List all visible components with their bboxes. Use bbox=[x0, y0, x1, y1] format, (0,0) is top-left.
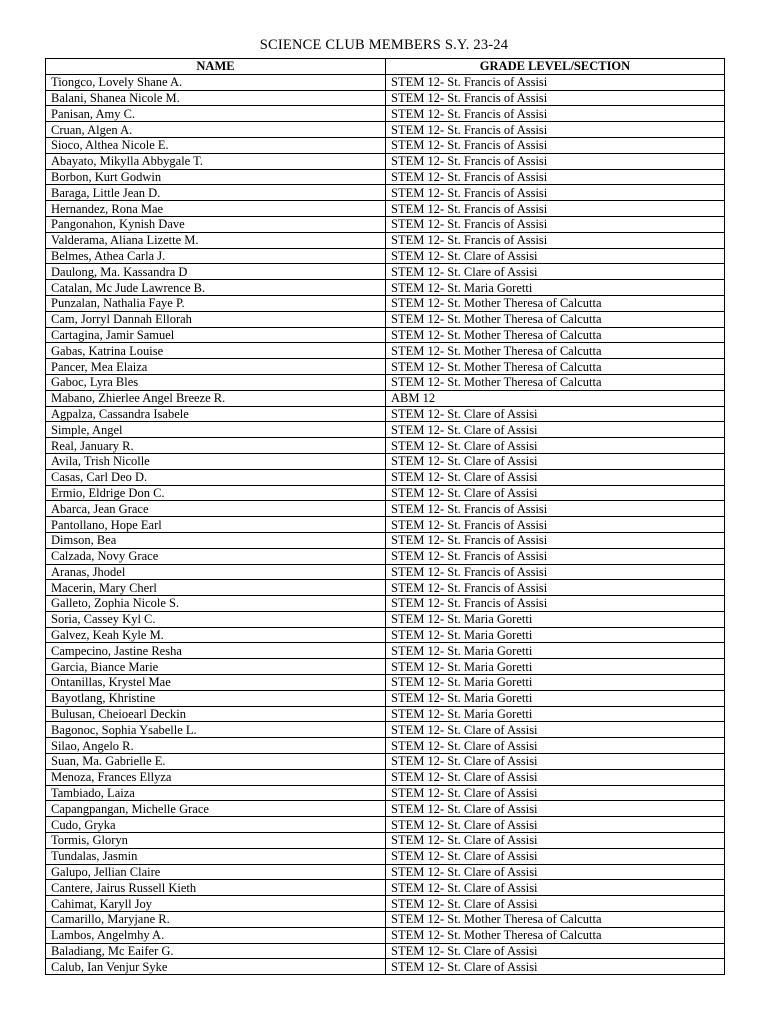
member-name-cell: Catalan, Mc Jude Lawrence B. bbox=[46, 280, 386, 296]
member-section-cell: ABM 12 bbox=[386, 390, 725, 406]
table-row bbox=[46, 706, 725, 722]
member-name-cell: Ermio, Eldrige Don C. bbox=[46, 485, 386, 501]
table-row bbox=[46, 785, 725, 801]
table-body bbox=[46, 74, 725, 974]
table-row bbox=[46, 896, 725, 912]
member-section-cell: STEM 12- St. Francis of Assisi bbox=[386, 548, 725, 564]
member-section-cell: STEM 12- St. Maria Goretti bbox=[386, 659, 725, 675]
table-row bbox=[46, 517, 725, 533]
table-row bbox=[46, 596, 725, 612]
table-row bbox=[46, 485, 725, 501]
member-name-cell: Cantere, Jairus Russell Kieth bbox=[46, 880, 386, 896]
member-section-cell: STEM 12- St. Maria Goretti bbox=[386, 706, 725, 722]
member-name-cell: Soria, Cassey Kyl C. bbox=[46, 611, 386, 627]
member-section-cell: STEM 12- St. Francis of Assisi bbox=[386, 74, 725, 90]
member-section-cell: STEM 12- St. Clare of Assisi bbox=[386, 264, 725, 280]
member-section-cell: STEM 12- St. Clare of Assisi bbox=[386, 406, 725, 422]
member-name-cell: Panisan, Amy C. bbox=[46, 106, 386, 122]
member-section-cell: STEM 12- St. Maria Goretti bbox=[386, 643, 725, 659]
member-name-cell: Tundalas, Jasmin bbox=[46, 848, 386, 864]
table-row bbox=[46, 137, 725, 153]
member-section-cell: STEM 12- St. Francis of Assisi bbox=[386, 517, 725, 533]
member-section-cell: STEM 12- St. Clare of Assisi bbox=[386, 864, 725, 880]
member-name-cell: Gaboc, Lyra Bles bbox=[46, 374, 386, 390]
member-section-cell: STEM 12- St. Francis of Assisi bbox=[386, 596, 725, 612]
table-row bbox=[46, 722, 725, 738]
table-row bbox=[46, 738, 725, 754]
table-row bbox=[46, 453, 725, 469]
member-name-cell: Punzalan, Nathalia Faye P. bbox=[46, 295, 386, 311]
member-name-cell: Pancer, Mea Elaiza bbox=[46, 359, 386, 375]
member-name-cell: Dimson, Bea bbox=[46, 532, 386, 548]
member-section-cell: STEM 12- St. Maria Goretti bbox=[386, 690, 725, 706]
member-name-cell: Balani, Shanea Nicole M. bbox=[46, 90, 386, 106]
table-row bbox=[46, 469, 725, 485]
member-name-cell: Galvez, Keah Kyle M. bbox=[46, 627, 386, 643]
member-name-cell: Suan, Ma. Gabrielle E. bbox=[46, 754, 386, 770]
member-name-cell: Macerin, Mary Cherl bbox=[46, 580, 386, 596]
table-row bbox=[46, 280, 725, 296]
member-section-cell: STEM 12- St. Mother Theresa of Calcutta bbox=[386, 359, 725, 375]
table-row bbox=[46, 864, 725, 880]
member-section-cell: STEM 12- St. Francis of Assisi bbox=[386, 501, 725, 517]
table-row bbox=[46, 912, 725, 928]
table-row bbox=[46, 532, 725, 548]
member-section-cell: STEM 12- St. Mother Theresa of Calcutta bbox=[386, 374, 725, 390]
member-section-cell: STEM 12- St. Francis of Assisi bbox=[386, 137, 725, 153]
table-row bbox=[46, 264, 725, 280]
member-section-cell: STEM 12- St. Mother Theresa of Calcutta bbox=[386, 912, 725, 928]
table-row bbox=[46, 659, 725, 675]
table-row bbox=[46, 754, 725, 770]
member-section-cell: STEM 12- St. Clare of Assisi bbox=[386, 896, 725, 912]
table-row bbox=[46, 690, 725, 706]
member-name-cell: Baladiang, Mc Eaifer G. bbox=[46, 943, 386, 959]
member-name-cell: Calzada, Novy Grace bbox=[46, 548, 386, 564]
member-name-cell: Agpalza, Cassandra Isabele bbox=[46, 406, 386, 422]
member-section-cell: STEM 12- St. Clare of Assisi bbox=[386, 848, 725, 864]
member-section-cell: STEM 12- St. Clare of Assisi bbox=[386, 801, 725, 817]
table-row bbox=[46, 611, 725, 627]
table-row bbox=[46, 359, 725, 375]
table-row bbox=[46, 943, 725, 959]
members-table bbox=[45, 58, 725, 975]
member-section-cell: STEM 12- St. Mother Theresa of Calcutta bbox=[386, 295, 725, 311]
table-row bbox=[46, 564, 725, 580]
member-section-cell: STEM 12- St. Francis of Assisi bbox=[386, 216, 725, 232]
member-section-cell: STEM 12- St. Mother Theresa of Calcutta bbox=[386, 927, 725, 943]
member-name-cell: Capangpangan, Michelle Grace bbox=[46, 801, 386, 817]
table-row bbox=[46, 90, 725, 106]
member-name-cell: Camarillo, Maryjane R. bbox=[46, 912, 386, 928]
table-row bbox=[46, 580, 725, 596]
member-section-cell: STEM 12- St. Mother Theresa of Calcutta bbox=[386, 327, 725, 343]
member-section-cell: STEM 12- St. Clare of Assisi bbox=[386, 943, 725, 959]
member-section-cell: STEM 12- St. Clare of Assisi bbox=[386, 422, 725, 438]
member-section-cell: STEM 12- St. Maria Goretti bbox=[386, 280, 725, 296]
table-row bbox=[46, 769, 725, 785]
member-name-cell: Pangonahon, Kynish Dave bbox=[46, 216, 386, 232]
member-name-cell: Sioco, Althea Nicole E. bbox=[46, 137, 386, 153]
table-row bbox=[46, 169, 725, 185]
member-name-cell: Cahimat, Karyll Joy bbox=[46, 896, 386, 912]
member-section-cell: STEM 12- St. Clare of Assisi bbox=[386, 738, 725, 754]
table-row bbox=[46, 232, 725, 248]
member-name-cell: Lambos, Angelmhy A. bbox=[46, 927, 386, 943]
member-name-cell: Abarca, Jean Grace bbox=[46, 501, 386, 517]
member-section-cell: STEM 12- St. Francis of Assisi bbox=[386, 106, 725, 122]
member-name-cell: Baraga, Little Jean D. bbox=[46, 185, 386, 201]
member-name-cell: Cruan, Algen A. bbox=[46, 122, 386, 138]
member-name-cell: Borbon, Kurt Godwin bbox=[46, 169, 386, 185]
member-section-cell: STEM 12- St. Clare of Assisi bbox=[386, 754, 725, 770]
member-name-cell: Cam, Jorryl Dannah Ellorah bbox=[46, 311, 386, 327]
table-row bbox=[46, 122, 725, 138]
member-section-cell: STEM 12- St. Clare of Assisi bbox=[386, 438, 725, 454]
column-header-name: NAME bbox=[46, 59, 386, 75]
member-name-cell: Galupo, Jellian Claire bbox=[46, 864, 386, 880]
member-name-cell: Abayato, Mikylla Abbygale T. bbox=[46, 153, 386, 169]
member-section-cell: STEM 12- St. Maria Goretti bbox=[386, 675, 725, 691]
member-name-cell: Bayotlang, Khristine bbox=[46, 690, 386, 706]
member-name-cell: Tormis, Gloryn bbox=[46, 833, 386, 849]
member-name-cell: Mabano, Zhierlee Angel Breeze R. bbox=[46, 390, 386, 406]
member-section-cell: STEM 12- St. Clare of Assisi bbox=[386, 248, 725, 264]
table-row bbox=[46, 801, 725, 817]
member-section-cell: STEM 12- St. Francis of Assisi bbox=[386, 169, 725, 185]
member-section-cell: STEM 12- St. Clare of Assisi bbox=[386, 469, 725, 485]
member-name-cell: Galleto, Zophia Nicole S. bbox=[46, 596, 386, 612]
table-row bbox=[46, 74, 725, 90]
member-name-cell: Avila, Trish Nicolle bbox=[46, 453, 386, 469]
table-row bbox=[46, 374, 725, 390]
table-row bbox=[46, 343, 725, 359]
table-row bbox=[46, 501, 725, 517]
member-section-cell: STEM 12- St. Maria Goretti bbox=[386, 611, 725, 627]
table-row bbox=[46, 406, 725, 422]
member-name-cell: Bagonoc, Sophia Ysabelle L. bbox=[46, 722, 386, 738]
member-section-cell: STEM 12- St. Francis of Assisi bbox=[386, 232, 725, 248]
table-row bbox=[46, 817, 725, 833]
table-header-row bbox=[46, 59, 725, 75]
member-name-cell: Daulong, Ma. Kassandra D bbox=[46, 264, 386, 280]
member-section-cell: STEM 12- St. Francis of Assisi bbox=[386, 90, 725, 106]
member-section-cell: STEM 12- St. Mother Theresa of Calcutta bbox=[386, 343, 725, 359]
member-name-cell: Casas, Carl Deo D. bbox=[46, 469, 386, 485]
member-section-cell: STEM 12- St. Francis of Assisi bbox=[386, 532, 725, 548]
member-section-cell: STEM 12- St. Clare of Assisi bbox=[386, 453, 725, 469]
table-row bbox=[46, 627, 725, 643]
table-row bbox=[46, 153, 725, 169]
table-row bbox=[46, 927, 725, 943]
member-section-cell: STEM 12- St. Clare of Assisi bbox=[386, 769, 725, 785]
member-section-cell: STEM 12- St. Clare of Assisi bbox=[386, 880, 725, 896]
member-section-cell: STEM 12- St. Clare of Assisi bbox=[386, 722, 725, 738]
table-row bbox=[46, 833, 725, 849]
table-row bbox=[46, 675, 725, 691]
member-name-cell: Calub, Ian Venjur Syke bbox=[46, 959, 386, 975]
table-row bbox=[46, 422, 725, 438]
column-header-grade-level-section: GRADE LEVEL/SECTION bbox=[386, 59, 725, 75]
member-name-cell: Gabas, Katrina Louise bbox=[46, 343, 386, 359]
table-row bbox=[46, 643, 725, 659]
member-name-cell: Pantollano, Hope Earl bbox=[46, 517, 386, 533]
table-row bbox=[46, 880, 725, 896]
table-row bbox=[46, 959, 725, 975]
member-name-cell: Tiongco, Lovely Shane A. bbox=[46, 74, 386, 90]
member-name-cell: Hernandez, Rona Mae bbox=[46, 201, 386, 217]
member-section-cell: STEM 12- St. Francis of Assisi bbox=[386, 564, 725, 580]
member-name-cell: Cartagina, Jamir Samuel bbox=[46, 327, 386, 343]
table-row bbox=[46, 327, 725, 343]
member-name-cell: Belmes, Athea Carla J. bbox=[46, 248, 386, 264]
member-section-cell: STEM 12- St. Clare of Assisi bbox=[386, 833, 725, 849]
table-row bbox=[46, 848, 725, 864]
member-section-cell: STEM 12- St. Francis of Assisi bbox=[386, 153, 725, 169]
page-title: SCIENCE CLUB MEMBERS S.Y. 23-24 bbox=[259, 37, 509, 53]
member-name-cell: Bulusan, Cheioearl Deckin bbox=[46, 706, 386, 722]
member-section-cell: STEM 12- St. Clare of Assisi bbox=[386, 959, 725, 975]
member-name-cell: Ontanillas, Krystel Mae bbox=[46, 675, 386, 691]
member-name-cell: Silao, Angelo R. bbox=[46, 738, 386, 754]
member-name-cell: Campecino, Jastine Resha bbox=[46, 643, 386, 659]
table-row bbox=[46, 201, 725, 217]
table-row bbox=[46, 216, 725, 232]
table-row bbox=[46, 438, 725, 454]
table-row bbox=[46, 390, 725, 406]
member-section-cell: STEM 12- St. Clare of Assisi bbox=[386, 785, 725, 801]
member-name-cell: Cudo, Gryka bbox=[46, 817, 386, 833]
table-row bbox=[46, 311, 725, 327]
member-section-cell: STEM 12- St. Francis of Assisi bbox=[386, 122, 725, 138]
table-row bbox=[46, 295, 725, 311]
member-name-cell: Garcia, Biance Marie bbox=[46, 659, 386, 675]
table-row bbox=[46, 106, 725, 122]
member-name-cell: Simple, Angel bbox=[46, 422, 386, 438]
member-name-cell: Real, January R. bbox=[46, 438, 386, 454]
table-row bbox=[46, 548, 725, 564]
member-section-cell: STEM 12- St. Maria Goretti bbox=[386, 627, 725, 643]
table-row bbox=[46, 248, 725, 264]
member-name-cell: Menoza, Frances Ellyza bbox=[46, 769, 386, 785]
member-section-cell: STEM 12- St. Francis of Assisi bbox=[386, 201, 725, 217]
member-section-cell: STEM 12- St. Francis of Assisi bbox=[386, 580, 725, 596]
member-name-cell: Tambiado, Laiza bbox=[46, 785, 386, 801]
member-section-cell: STEM 12- St. Mother Theresa of Calcutta bbox=[386, 311, 725, 327]
table-row bbox=[46, 185, 725, 201]
member-name-cell: Valderama, Aliana Lizette M. bbox=[46, 232, 386, 248]
member-section-cell: STEM 12- St. Francis of Assisi bbox=[386, 185, 725, 201]
member-section-cell: STEM 12- St. Clare of Assisi bbox=[386, 817, 725, 833]
member-name-cell: Aranas, Jhodel bbox=[46, 564, 386, 580]
member-section-cell: STEM 12- St. Clare of Assisi bbox=[386, 485, 725, 501]
